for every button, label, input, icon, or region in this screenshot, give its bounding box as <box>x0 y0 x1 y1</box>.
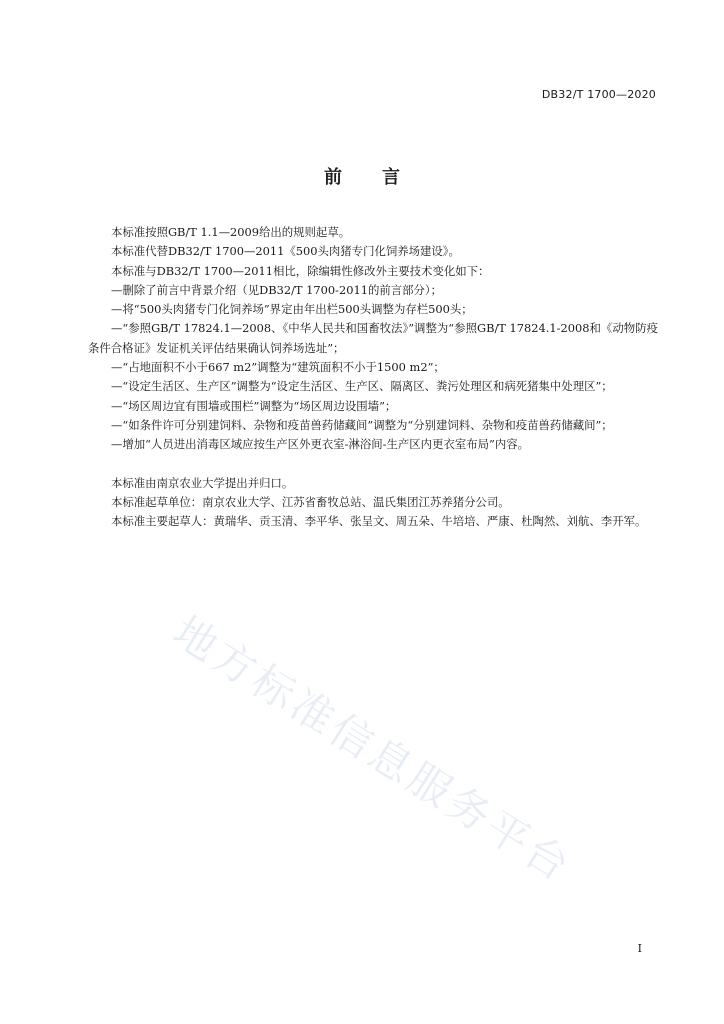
change-item: —“占地面积不小于667 m2”调整为“建筑面积不小于1500 m2”； <box>111 360 445 375</box>
foreword-body <box>88 223 658 531</box>
change-item: —删除了前言中背景介绍（见DB32/T 1700-2011的前言部分）； <box>111 282 442 297</box>
standard-code: DB32/T 1700—2020 <box>541 88 656 101</box>
drafting-units: 本标准起草单位：南京农业大学、江苏省畜牧总站、温氏集团江苏养猪分公司。 <box>111 494 510 509</box>
change-item: —“如条件许可分别建饲料、杂物和疫苗兽药储藏间”调整为“分别建饲料、杂物和疫苗兽药储藏间”； <box>111 417 613 432</box>
paragraph: 本标准按照GB/T 1.1—2009给出的规则起草。 <box>111 225 351 239</box>
change-item: —将“500头肉猪专门化饲养场”界定由年出栏500头调整为存栏500头； <box>111 302 473 317</box>
page-number: I <box>637 942 642 955</box>
title-char-1: 前 <box>324 167 342 188</box>
spacer <box>88 455 658 474</box>
page-title <box>0 163 724 189</box>
change-item: —“场区周边宜有围墙或围栏”调整为“场区周边设围墙”； <box>111 398 397 413</box>
change-item: —“设定生活区、生产区”调整为“设定生活区、生产区、隔离区、粪污处理区和病死猪集中处理区”； <box>111 379 613 394</box>
title-char-2: 言 <box>382 167 400 188</box>
paragraph: 本标准代替DB32/T 1700—2011《500头肉猪专门化饲养场建设》。 <box>111 244 460 259</box>
change-item: —增加“人员进出消毒区域应按生产区外更衣室-淋浴间-生产区内更衣室布局”内容。 <box>111 437 530 452</box>
watermark: 地方标准信息服务平台 <box>164 606 581 893</box>
change-item: —“参照GB/T 17824.1—2008、《中华人民共和国畜牧法》”调整为“参照GB/T 17824.1-2008和《动物防疫条件合格证》发证机关评估结果确认饲养场选址”； <box>88 321 658 355</box>
paragraph: 本标准与DB32/T 1700—2011相比，除编辑性修改外主要技术变化如下： <box>111 263 490 278</box>
drafters: 本标准主要起草人：黄瑞华、贡玉清、李平华、张呈文、周五朵、牛培培、严康、杜陶然、刘航、李开军。 <box>111 514 647 529</box>
proposer-statement: 本标准由南京农业大学提出并归口。 <box>111 475 294 490</box>
